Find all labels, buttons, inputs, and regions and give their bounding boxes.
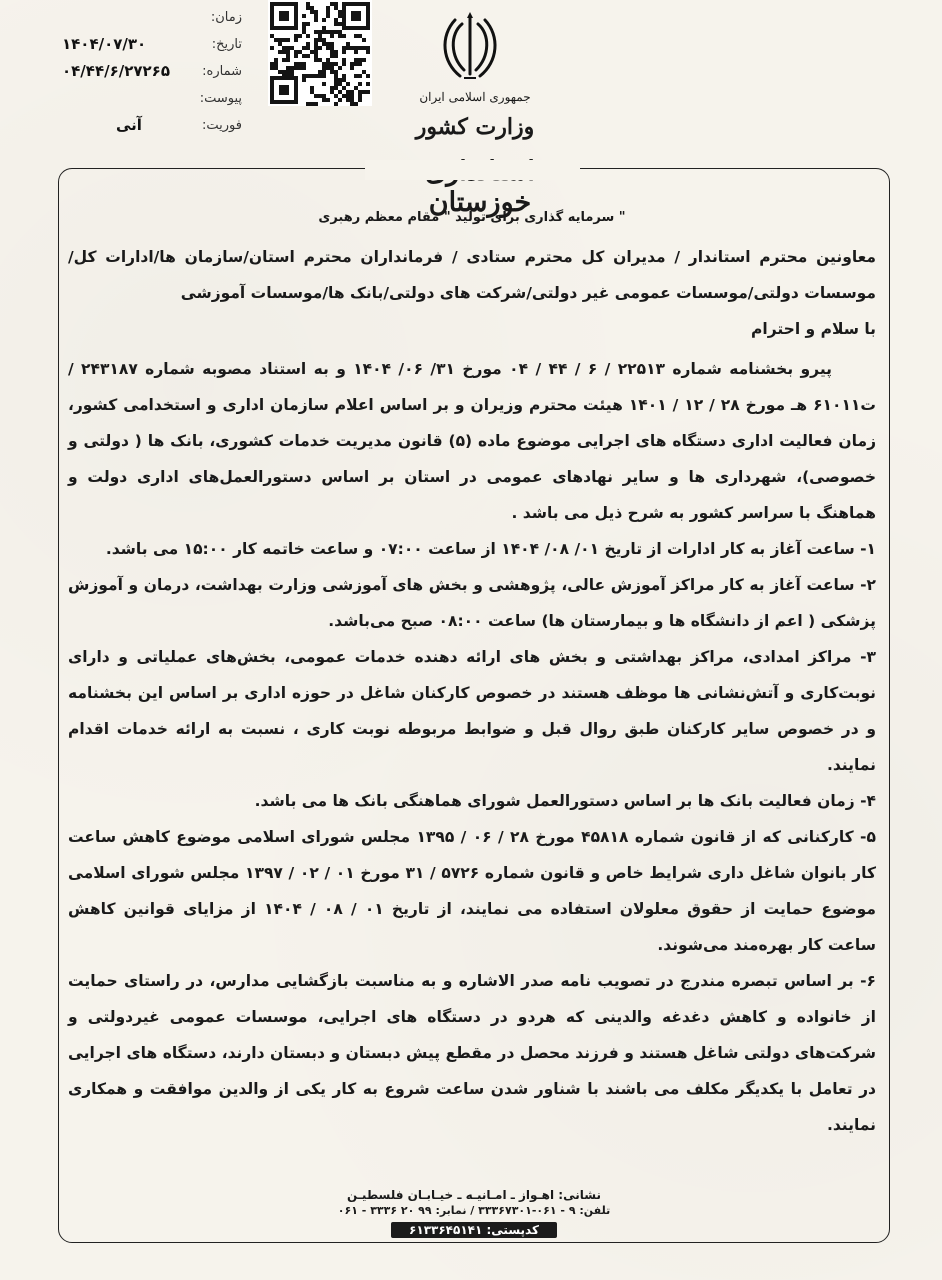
letter-body bbox=[68, 210, 876, 1143]
slogan: " سرمایه گذاری برای تولید " مقام معظم رهبری bbox=[318, 210, 626, 225]
greeting: با سلام و احترام bbox=[751, 320, 876, 338]
item-3: ۳- مراکز امدادی، مراکز بهداشتی و بخش های ارائه دهنده خدمات عمومی، بخش‌های عملیاتی و دارای نوبت‌کاری و آتش‌نشانی ها موظف هستند در خصوص کارکنان شاغل در حوزه اداری بر اساس این بخشنامه و در خصوص سایر کارکنان طبق روال قبل و ضوابط مربوطه نوبت کاری ، نسبت به ارائه خدمات اقدام نمایند. bbox=[68, 648, 876, 774]
postal-code-box bbox=[391, 1222, 557, 1238]
item-6: ۶- بر اساس تبصره مندرج در تصویب نامه صدر الاشاره و به مناسبت بازگشایی مدارس، در راستای حمایت از خانواده و کاهش دغدغه والدینی که هردو در دستگاه های اجرایی، موسسات عمومی غیردولتی و شرکت‌های دولتی شاغل هستند و فرزند محصل در مقطع پیش دبستان و دبستان دارند، دستگاه های اجرایی در تعامل با یکدیگر مکلف می باشند با شناور شدن ساعت شروع به کار یکی از والدین موافقت و همکاری نمایند. bbox=[68, 972, 876, 1134]
number-row bbox=[62, 60, 242, 87]
time-label: زمان: bbox=[210, 10, 242, 25]
iran-emblem-icon bbox=[442, 10, 498, 86]
letter-meta bbox=[62, 6, 242, 141]
attachment-row bbox=[62, 87, 242, 114]
urgency-value: آنی bbox=[116, 116, 142, 134]
date-value: ۱۴۰۴/۰۷/۳۰ bbox=[62, 35, 147, 53]
postal-label: کدپستی: bbox=[486, 1223, 539, 1237]
time-row bbox=[62, 6, 242, 33]
address: نشانی: اهـواز ـ امـانیـه ـ خیـابـان فلسطیـن bbox=[347, 1188, 601, 1202]
attachment-label: پیوست: bbox=[199, 91, 242, 106]
governorate-name: خوزستان bbox=[428, 187, 532, 218]
item-5: ۵- کارکنانی که از قانون شماره ۴۵۸۱۸ مورخ ۲۸ / ۰۶ / ۱۳۹۵ مجلس شورای اسلامی موضوع کاهش ساعت کار بانوان شاغل داری شرایط خاص و قانون شماره ۵۷۲۶ / ۳۱ مورخ ۰۱ / ۰۲ / ۱۳۹۷ مجلس شورای اسلامی موضوع حمایت از حقوق معلولان استفاده می نمایند، از تاریخ ۰۱ / ۰۸ / ۱۴۰۴ از مزایای قوانین کاهش ساعت کار بهره‌مند می‌شوند. bbox=[68, 828, 876, 954]
urgency-row bbox=[62, 114, 242, 141]
urgency-label: فوریت: bbox=[202, 118, 242, 133]
intro-paragraph: پیرو بخشنامه شماره ۲۲۵۱۳ / ۶ / ۴۴ / ۰۴ مورخ ۳۱/ ۰۶/ ۱۴۰۴ و به استناد مصوبه شماره ۲۴۳۱۸۷ / ت۶۱۰۱۱ هـ مورخ ۲۸ / ۱۲ / ۱۴۰۱ هیئت محترم وزیران و بر اساس اعلام سازمان اداری و استخدامی کشور، زمان فعالیت اداری دستگاه های اجرایی موضوع ماده (۵) قانون مدیریت خدمات کشوری، بانک ها ( دولتی و خصوصی)، شهرداری ها و سایر نهادهای عمومی در استان بر اساس دستورالعمل‌های اداری دولت و هماهنگ با سراسر کشور به شرح ذیل می باشد . bbox=[68, 360, 876, 522]
number-value: ۰۴/۴۴/۶/۲۷۲۶۵ bbox=[62, 62, 170, 80]
item-4: ۴- زمان فعالیت بانک ها بر اساس دستورالعمل شورای هماهنگی بانک ها می باشد. bbox=[254, 792, 876, 810]
item-1: ۱- ساعت آغاز به کار ادارات از تاریخ ۰۱/ ۰۸/ ۱۴۰۴ از ساعت ۰۷:۰۰ و ساعت خاتمه کار ۱۵:۰۰ می باشد. bbox=[105, 540, 876, 558]
postal-code: ۶۱۳۳۶۴۵۱۴۱ bbox=[409, 1223, 483, 1237]
qr-code-icon bbox=[268, 0, 372, 106]
country-name: جمهوری اسلامی ایران bbox=[419, 90, 531, 104]
date-row bbox=[62, 33, 242, 60]
number-label: شماره: bbox=[202, 64, 242, 79]
phones: تلفن: ۹ - ۰۶۱-۳۳۳۶۷۳۰۱ / نمابر: ۹۹ ۲۰ ۳۳۳۶ - ۰۶۱ bbox=[337, 1204, 611, 1217]
frame-gap bbox=[365, 160, 580, 180]
recipients: معاونین محترم استاندار / مدیران کل محترم ستادی / فرمانداران محترم استان/سازمان ها/ادارات کل/موسسات دولتی/موسسات عمومی غیر دولتی/شرکت های دولتی/بانک ها/موسسات آموزشی bbox=[68, 248, 876, 302]
letter-footer bbox=[58, 1188, 890, 1238]
date-label: تاریخ: bbox=[211, 37, 242, 52]
item-2: ۲- ساعت آغاز به کار مراکز آموزش عالی، پژوهشی و بخش های آموزشی وزارت بهداشت، درمان و آموزش پزشکی ( اعم از دانشگاه ها و بیمارستان ها) ساعت ۰۸:۰۰ صبح می‌باشد. bbox=[68, 576, 876, 630]
ministry-name: وزارت کشور bbox=[415, 114, 535, 140]
